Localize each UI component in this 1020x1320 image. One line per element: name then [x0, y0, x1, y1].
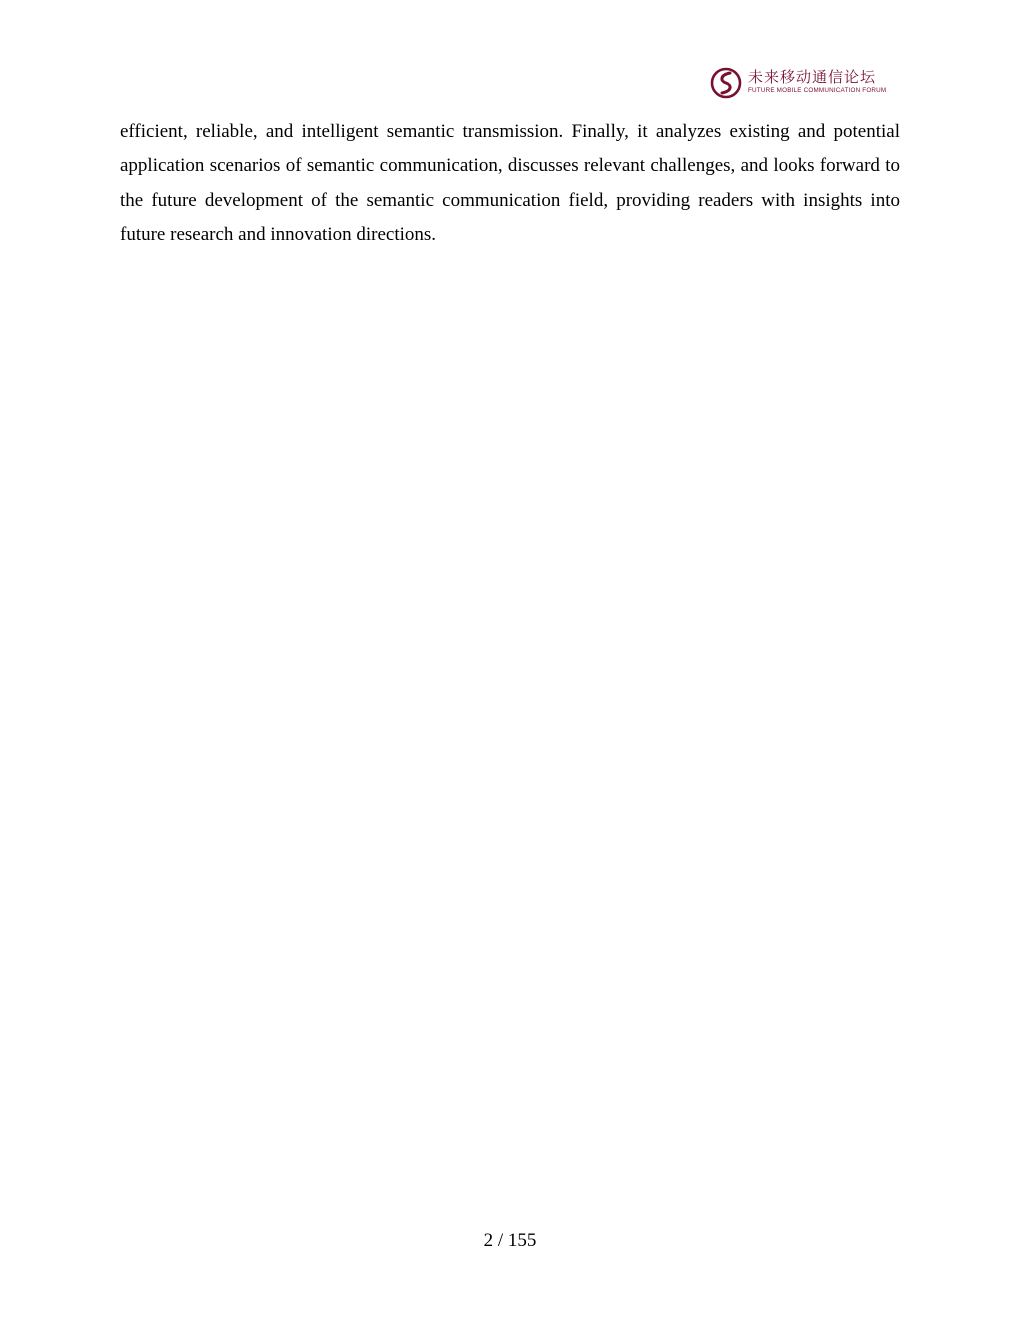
- logo-chinese-text: 未来移动通信论坛: [748, 68, 877, 86]
- forum-logo-icon: [710, 67, 742, 99]
- page-number: 2 / 155: [483, 1230, 537, 1251]
- logo-english-text: FUTURE MOBILE COMMUNICATION FORUM: [748, 87, 887, 94]
- forum-logo: [710, 67, 887, 101]
- body-paragraph: efficient, reliable, and intelligent semantic transmission. Finally, it analyzes existing and potential application scenarios of semantic communication, discusses relevant challenges, and looks forward to the future development of the semantic communication field, providing readers with insights into future research and innovation directions.: [120, 121, 900, 245]
